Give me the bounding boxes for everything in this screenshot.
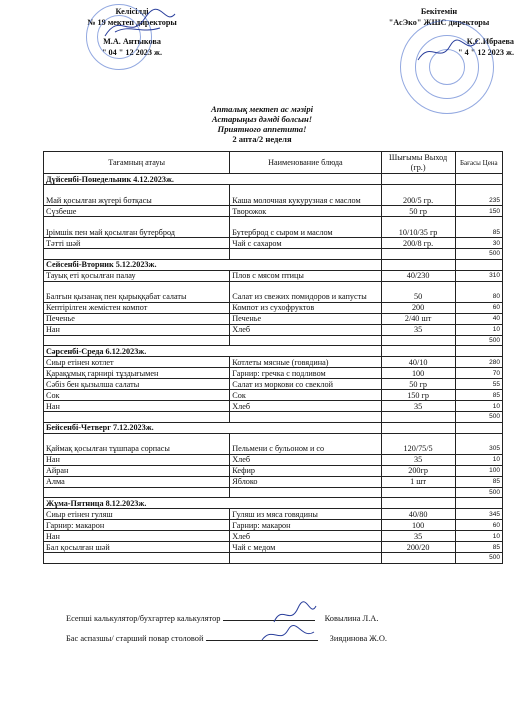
menu-table [43, 151, 503, 564]
col-header-kz: Тағамның атауы [44, 152, 230, 174]
dish-ru: Хлеб [230, 531, 381, 542]
dish-kz: Гарнир: макарон [44, 520, 230, 531]
total-blank-out [381, 335, 455, 346]
dish-ru: Хлеб [230, 454, 381, 465]
table-row [44, 531, 503, 542]
dish-kz: Сүзбеше [44, 206, 230, 217]
dish-output: 40/230 [381, 270, 455, 281]
dish-ru: Сок [230, 390, 381, 401]
col-header-ru: Наименование блюда [230, 152, 381, 174]
dish-output: 50 гр [381, 206, 455, 217]
table-row [44, 185, 503, 206]
day-header-row [44, 422, 503, 433]
day-total-row [44, 553, 503, 564]
table-row [44, 238, 503, 249]
day-blank-out [381, 259, 455, 270]
table-row [44, 454, 503, 465]
dish-price: 30 [455, 238, 502, 249]
dish-price: 85 [455, 542, 502, 553]
dish-output: 200 [381, 302, 455, 313]
dish-kz: Алма [44, 476, 230, 487]
total-blank-kz [44, 335, 230, 346]
dish-price: 345 [455, 509, 502, 520]
dish-kz: Қаймақ қосылған тұшпара сорпасы [44, 433, 230, 454]
dish-price: 85 [455, 217, 502, 238]
dish-output: 40/80 [381, 509, 455, 520]
approval-right-title: Бекітемін [420, 7, 458, 16]
dish-output: 120/75/5 [381, 433, 455, 454]
table-row [44, 357, 503, 368]
day-blank-out [381, 346, 455, 357]
dish-kz: Сәбіз бен қызылша салаты [44, 379, 230, 390]
approval-name: М.А. Антыкова [103, 37, 161, 46]
dish-price: 100 [455, 465, 502, 476]
total-blank-kz [44, 412, 230, 423]
day-title: Сейсенбі-Вторник 5.12.2023ж. [44, 259, 382, 270]
dish-output: 35 [381, 531, 455, 542]
dish-ru: Гарнир: макарон [230, 520, 381, 531]
footer-cook-name: Зиядинова Ж.О. [329, 634, 387, 643]
dish-output: 200/5 гр. [381, 185, 455, 206]
menu-week: 2 апта/2 неделя [232, 134, 292, 144]
approval-right-date: " 4 " 12 2023 ж. [458, 48, 514, 57]
dish-price: 40 [455, 313, 502, 324]
table-row [44, 217, 503, 238]
dish-kz: Нан [44, 531, 230, 542]
dish-ru: Пельмени с бульоном и со [230, 433, 381, 454]
day-blank-price [455, 346, 502, 357]
dish-ru: Кефир [230, 465, 381, 476]
day-blank-out [381, 174, 455, 185]
dish-price: 10 [455, 531, 502, 542]
footer-cook-line [66, 634, 387, 643]
dish-kz: Бал қосылған шәй [44, 542, 230, 553]
day-total-row [44, 249, 503, 260]
table-row [44, 324, 503, 335]
day-title: Жұма-Пятница 8.12.2023ж. [44, 498, 382, 509]
dish-output: 50 гр [381, 379, 455, 390]
approval-right-position: "АсЭко" ЖШС директоры [388, 18, 490, 27]
footer-calc-label: Есепші калькулятор/бухгартер калькулятор [66, 614, 221, 623]
day-blank-price [455, 174, 502, 185]
menu-greeting-ru: Приятного аппетита! [217, 124, 307, 134]
dish-output: 10/10/35 гр [381, 217, 455, 238]
dish-output: 35 [381, 401, 455, 412]
day-blank-out [381, 498, 455, 509]
menu-title-block [0, 104, 524, 144]
dish-output: 200/8 гр. [381, 238, 455, 249]
dish-output: 200гр [381, 465, 455, 476]
total-blank-kz [44, 487, 230, 498]
day-total: 500 [455, 412, 502, 423]
dish-output: 1 шт [381, 476, 455, 487]
table-row [44, 313, 503, 324]
day-title: Бейсенбі-Четверг 7.12.2023ж. [44, 422, 382, 433]
dish-price: 60 [455, 302, 502, 313]
day-total: 500 [455, 335, 502, 346]
table-header-row [44, 152, 503, 174]
dish-price: 60 [455, 520, 502, 531]
table-row [44, 542, 503, 553]
dish-kz: Сиыр етінен гуляш [44, 509, 230, 520]
dish-output: 200/20 [381, 542, 455, 553]
table-row [44, 465, 503, 476]
dish-kz: Сок [44, 390, 230, 401]
dish-ru: Печенье [230, 313, 381, 324]
approval-position: № 19 мектеп директоры [87, 18, 177, 27]
table-row [44, 302, 503, 313]
total-blank-out [381, 249, 455, 260]
dish-price: 235 [455, 185, 502, 206]
table-row [44, 401, 503, 412]
table-row [44, 509, 503, 520]
dish-kz: Қарақұмық гарнирі тұздығымен [44, 368, 230, 379]
dish-kz: Тауық еті қосылған палау [44, 270, 230, 281]
menu-title-kz: Апталық мектеп ас мәзірі [210, 104, 313, 114]
dish-ru: Салат из свежих помидоров и капусты [230, 281, 381, 302]
menu-greeting-kz: Астарыңыз дәмді болсын! [211, 114, 313, 124]
col-header-output: Шығымы Выход (гр.) [381, 152, 455, 174]
dish-price: 85 [455, 390, 502, 401]
table-row [44, 379, 503, 390]
signature-left [100, 6, 180, 46]
footer-cook-label: Бас аспазшы/ старший повар столовой [66, 634, 204, 643]
approval-date: " 04 " 12 2023 ж. [101, 48, 163, 57]
dish-ru: Бутерброд с сыром и маслом [230, 217, 381, 238]
dish-price: 10 [455, 324, 502, 335]
dish-output: 100 [381, 368, 455, 379]
dish-price: 150 [455, 206, 502, 217]
total-blank-out [381, 412, 455, 423]
dish-output: 35 [381, 324, 455, 335]
dish-output: 35 [381, 454, 455, 465]
dish-ru: Творожок [230, 206, 381, 217]
dish-price: 80 [455, 281, 502, 302]
dish-ru: Чай с медом [230, 542, 381, 553]
day-total: 500 [455, 249, 502, 260]
dish-kz: Ірімшік пен май қосылған бутерброд [44, 217, 230, 238]
dish-ru: Котлеты мясные (говядина) [230, 357, 381, 368]
dish-ru: Гарнир: гречка с подливом [230, 368, 381, 379]
table-row [44, 270, 503, 281]
total-blank-ru [230, 487, 381, 498]
dish-ru: Каша молочная кукурузная с маслом [230, 185, 381, 206]
total-blank-ru [230, 412, 381, 423]
total-blank-ru [230, 249, 381, 260]
day-total-row [44, 412, 503, 423]
table-row [44, 476, 503, 487]
day-blank-price [455, 259, 502, 270]
dish-kz: Май қосылған жүгері ботқасы [44, 185, 230, 206]
day-title: Дүйсенбі-Понедельник 4.12.2023ж. [44, 174, 382, 185]
dish-output: 150 гр [381, 390, 455, 401]
dish-kz: Печенье [44, 313, 230, 324]
footer-calc-name: Ковылина Л.А. [324, 614, 379, 623]
day-total: 500 [455, 487, 502, 498]
dish-kz: Кептірілген жемістен компот [44, 302, 230, 313]
total-blank-out [381, 553, 455, 564]
total-blank-ru [230, 335, 381, 346]
signature-cook [258, 620, 318, 648]
dish-kz: Нан [44, 324, 230, 335]
dish-ru: Хлеб [230, 324, 381, 335]
dish-kz: Сиыр етінен котлет [44, 357, 230, 368]
total-blank-kz [44, 553, 230, 564]
dish-output: 100 [381, 520, 455, 531]
table-row [44, 520, 503, 531]
total-blank-out [381, 487, 455, 498]
table-row [44, 433, 503, 454]
signature-right [412, 30, 482, 70]
table-row [44, 390, 503, 401]
dish-ru: Компот из сухофруктов [230, 302, 381, 313]
dish-kz: Айран [44, 465, 230, 476]
day-blank-price [455, 498, 502, 509]
day-header-row [44, 346, 503, 357]
day-header-row [44, 259, 503, 270]
dish-price: 85 [455, 476, 502, 487]
dish-kz: Балғын қызанақ пен қырыққабат салаты [44, 281, 230, 302]
day-title: Сәрсенбі-Среда 6.12.2023ж. [44, 346, 382, 357]
col-header-price: Бағасы Цена [455, 152, 502, 174]
dish-price: 305 [455, 433, 502, 454]
day-blank-out [381, 422, 455, 433]
dish-output: 50 [381, 281, 455, 302]
approval-right-name: К.С.Ибраева [466, 37, 514, 46]
dish-price: 55 [455, 379, 502, 390]
dish-price: 10 [455, 401, 502, 412]
dish-kz: Нан [44, 401, 230, 412]
table-row [44, 368, 503, 379]
total-blank-ru [230, 553, 381, 564]
total-blank-kz [44, 249, 230, 260]
dish-output: 40/10 [381, 357, 455, 368]
dish-output: 2/40 шт [381, 313, 455, 324]
table-row [44, 206, 503, 217]
day-header-row [44, 498, 503, 509]
dish-kz: Тәтті шәй [44, 238, 230, 249]
table-row [44, 281, 503, 302]
footer-calc-line [66, 614, 378, 623]
dish-ru: Салат из моркови со свеклой [230, 379, 381, 390]
dish-ru: Яблоко [230, 476, 381, 487]
dish-ru: Чай с сахаром [230, 238, 381, 249]
dish-ru: Гуляш из мяса говядины [230, 509, 381, 520]
dish-ru: Хлеб [230, 401, 381, 412]
approval-title: Келісілді [115, 7, 149, 16]
dish-price: 70 [455, 368, 502, 379]
dish-price: 310 [455, 270, 502, 281]
dish-ru: Плов с мясом птицы [230, 270, 381, 281]
day-blank-price [455, 422, 502, 433]
dish-price: 10 [455, 454, 502, 465]
day-total-row [44, 335, 503, 346]
day-total: 500 [455, 553, 502, 564]
day-total-row [44, 487, 503, 498]
menu-body [44, 174, 503, 564]
dish-kz: Нан [44, 454, 230, 465]
day-header-row [44, 174, 503, 185]
dish-price: 280 [455, 357, 502, 368]
